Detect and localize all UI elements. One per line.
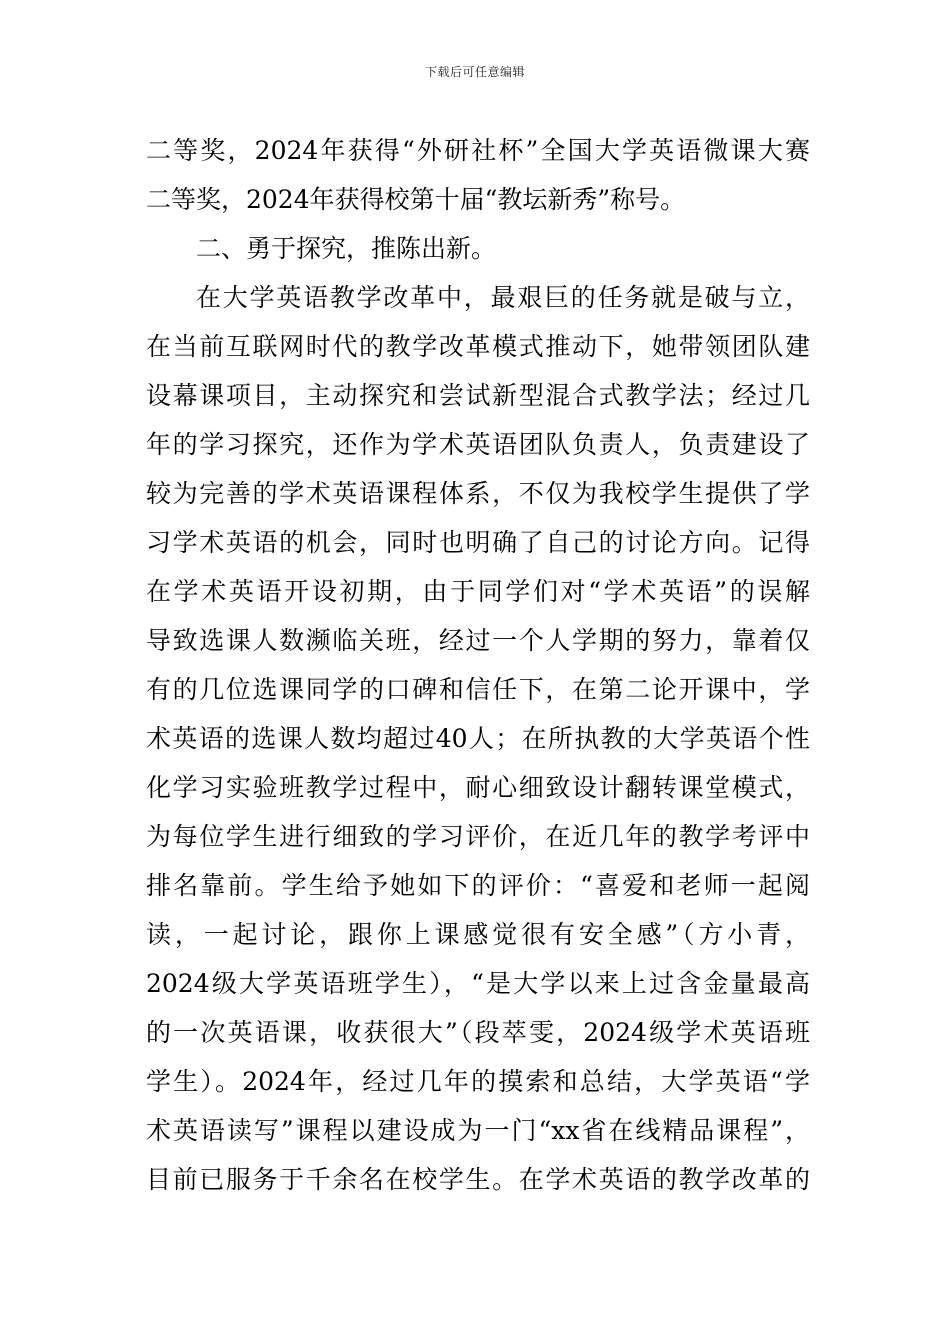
text-line: 术英语的选课人数均超过40人；在所执教的大学英语个性: [146, 724, 810, 753]
text-line: 学生）。2024年，经过几年的摸索和总结，大学英语“学: [146, 1067, 810, 1096]
text-line: 年的学习探究，还作为学术英语团队负责人，负责建设了: [146, 430, 810, 459]
text-line: 较为完善的学术英语课程体系，不仅为我校学生提供了学: [146, 479, 810, 508]
text-line: 导致选课人数濒临关班，经过一个人学期的努力，靠着仅: [146, 626, 810, 655]
text-line: 二等奖，2024年获得校第十届“教坛新秀”称号。: [146, 185, 686, 214]
section-heading: 二、勇于探究，推陈出新。: [196, 234, 497, 263]
text-line: 在当前互联网时代的教学改革模式推动下，她带领团队建: [146, 332, 810, 361]
text-line: 术英语读写”课程以建设成为一门“xx省在线精品课程”，: [146, 1116, 810, 1145]
body-text: [146, 126, 810, 1204]
text-line: 排名靠前。学生给予她如下的评价：“喜爱和老师一起阅: [146, 871, 810, 900]
text-line: 为每位学生进行细致的学习评价，在近几年的教学考评中: [146, 822, 810, 851]
text-line: 在学术英语开设初期，由于同学们对“学术英语”的误解: [146, 577, 810, 606]
text-line: 目前已服务于千余名在校学生。在学术英语的教学改革的: [146, 1165, 810, 1194]
text-line: 读，一起讨论，跟你上课感觉很有安全感”（方小青，: [146, 920, 810, 949]
text-line: 有的几位选课同学的口碑和信任下，在第二论开课中，学: [146, 675, 810, 704]
text-line: 在大学英语教学改革中，最艰巨的任务就是破与立，: [196, 283, 810, 312]
text-line: 的一次英语课，收获很大”（段萃雯，2024级学术英语班: [146, 1018, 810, 1047]
text-line: 化学习实验班教学过程中，耐心细致设计翻转课堂模式，: [146, 773, 810, 802]
page-header: 下载后可任意编辑: [424, 65, 525, 79]
text-line: 习学术英语的机会，同时也明确了自己的讨论方向。记得: [146, 528, 810, 557]
text-line: 设幕课项目，主动探究和尝试新型混合式教学法；经过几: [146, 381, 810, 410]
text-line: 2024级大学英语班学生），“是大学以来上过含金量最高: [146, 969, 810, 998]
text-line: 二等奖，2024年获得“外研社杯”全国大学英语微课大赛: [146, 136, 810, 165]
